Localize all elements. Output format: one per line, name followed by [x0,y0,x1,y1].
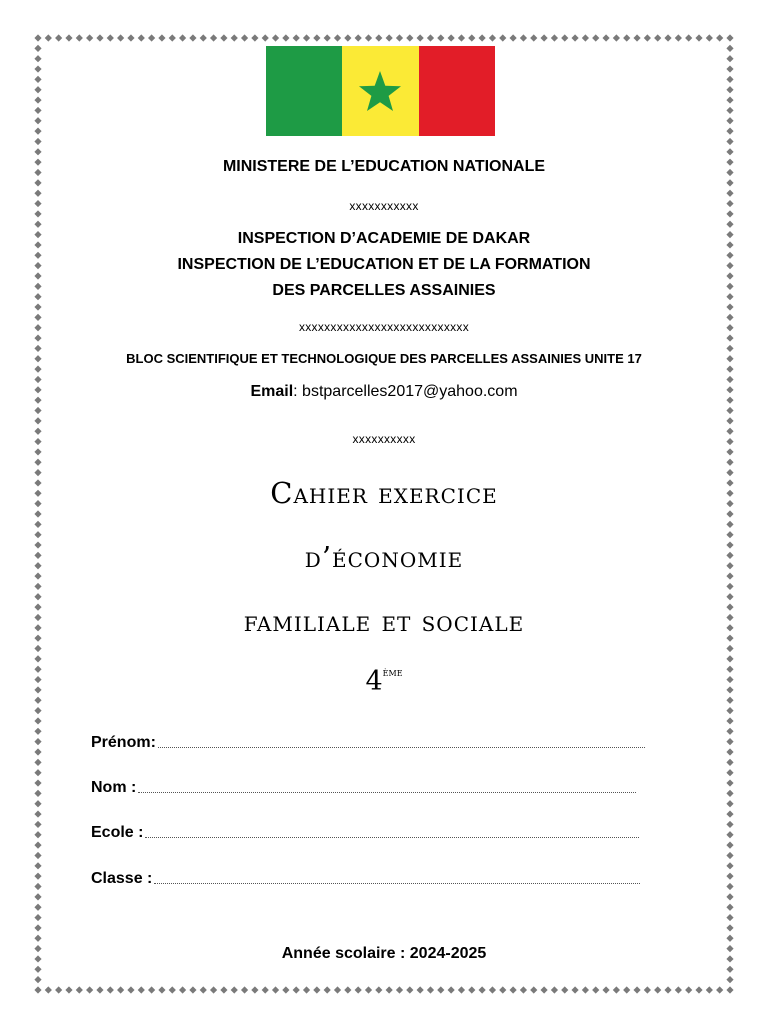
border-diamond [499,986,506,993]
border-diamond [34,334,41,341]
border-diamond [241,34,248,41]
prenom-field[interactable] [91,734,645,752]
border-diamond [55,986,62,993]
border-diamond [726,221,733,228]
border-diamond [726,407,733,414]
border-diamond [34,417,41,424]
border-diamond [448,34,455,41]
border-diamond [55,34,62,41]
border-diamond [530,34,537,41]
border-diamond [726,779,733,786]
ecole-label: Ecole : [91,824,144,841]
border-diamond [189,986,196,993]
border-diamond [34,779,41,786]
border-diamond [34,924,41,931]
email-line [0,383,768,401]
prenom-fill-line[interactable] [158,746,645,748]
border-diamond [499,34,506,41]
border-diamond [34,697,41,704]
border-diamond [324,986,331,993]
border-diamond [726,935,733,942]
border-diamond [726,883,733,890]
border-diamond [107,34,114,41]
border-diamond [726,179,733,186]
border-diamond [179,34,186,41]
border-diamond [231,34,238,41]
border-diamond [34,407,41,414]
border-diamond [34,873,41,880]
border-diamond [138,34,145,41]
border-diamond [726,976,733,983]
border-diamond [324,34,331,41]
border-diamond [675,34,682,41]
border-diamond [34,893,41,900]
separator-text: xxxxxxxxxxx [349,199,419,213]
border-diamond [303,34,310,41]
border-diamond [726,34,733,41]
border-diamond [179,986,186,993]
border-diamond [272,986,279,993]
border-diamond [582,986,589,993]
border-diamond [726,65,733,72]
border-diamond [293,34,300,41]
border-diamond [34,966,41,973]
prenom-label: Prénom: [91,734,156,751]
border-diamond [726,728,733,735]
email-value: : bstparcelles2017@yahoo.com [293,383,518,400]
border-diamond [726,748,733,755]
border-diamond [34,34,41,41]
border-diamond [127,986,134,993]
border-diamond [726,510,733,517]
border-diamond [34,904,41,911]
border-diamond [148,34,155,41]
border-diamond [623,34,630,41]
border-diamond [117,34,124,41]
inspection-academy: INSPECTION D’ACADEMIE DE DAKAR [237,230,531,247]
border-diamond [34,221,41,228]
border-diamond [540,34,547,41]
border-diamond [427,986,434,993]
border-diamond [479,986,486,993]
border-diamond [34,748,41,755]
border-diamond [158,986,165,993]
border-diamond [685,986,692,993]
flag-band-green [266,46,342,136]
border-diamond [664,34,671,41]
border-diamond [726,190,733,197]
border-diamond [34,448,41,455]
ecole-fill-line[interactable] [145,836,639,838]
border-diamond [34,107,41,114]
border-diamond [34,65,41,72]
border-diamond [127,34,134,41]
border-diamond [96,34,103,41]
border-diamond [726,128,733,135]
border-diamond [726,759,733,766]
border-diamond [675,986,682,993]
border-diamond [520,34,527,41]
border-diamond [726,697,733,704]
border-diamond [303,986,310,993]
border-diamond [386,986,393,993]
document-title-line-2: d’économie [304,540,464,574]
border-diamond [34,935,41,942]
border-diamond [664,986,671,993]
border-diamond [726,96,733,103]
border-diamond [210,986,217,993]
border-diamond [726,531,733,538]
border-diamond [34,728,41,735]
border-diamond [34,179,41,186]
border-diamond [34,852,41,859]
border-diamond [540,986,547,993]
inspection-line-2: DES PARCELLES ASSAINIES [272,282,496,299]
border-diamond [34,376,41,383]
border-diamond [169,986,176,993]
border-diamond [282,986,289,993]
border-diamond [34,521,41,528]
border-diamond [65,986,72,993]
separator-text: xxxxxxxxxxxxxxxxxxxxxxxxxxx [298,320,470,334]
border-diamond [200,986,207,993]
border-diamond [251,34,258,41]
border-diamond [34,117,41,124]
document-title-line-3: familiale et sociale [243,604,525,638]
border-diamond [34,459,41,466]
border-diamond [468,34,475,41]
border-diamond [231,986,238,993]
ministry-title: MINISTERE DE L’EDUCATION NATIONALE [222,158,546,175]
border-diamond [726,366,733,373]
border-diamond [189,34,196,41]
border-diamond [726,521,733,528]
border-diamond [210,34,217,41]
border-diamond [726,448,733,455]
border-diamond [34,45,41,52]
border-diamond [685,34,692,41]
border-diamond [448,986,455,993]
border-diamond [241,986,248,993]
star-icon [357,69,403,113]
school-year: Année scolaire : 2024-2025 [281,945,487,962]
border-diamond [406,34,413,41]
border-diamond [726,148,733,155]
nom-field[interactable] [91,779,636,797]
ecole-field[interactable] [91,824,639,842]
border-diamond [726,117,733,124]
grade-level [0,666,768,697]
border-diamond [571,34,578,41]
border-diamond [726,55,733,62]
border-diamond [34,790,41,797]
border-diamond [716,34,723,41]
border-diamond [34,810,41,817]
border-diamond [706,34,713,41]
border-diamond [726,769,733,776]
border-diamond [34,738,41,745]
border-diamond [34,366,41,373]
border-diamond [34,96,41,103]
border-diamond [148,986,155,993]
border-diamond [592,34,599,41]
flag-band-yellow [342,46,418,136]
border-diamond [489,34,496,41]
border-diamond [458,986,465,993]
border-diamond [633,986,640,993]
border-diamond [365,34,372,41]
border-diamond [726,986,733,993]
border-diamond [34,86,41,93]
border-diamond [417,986,424,993]
border-diamond [726,842,733,849]
border-diamond [726,303,733,310]
border-diamond [520,986,527,993]
border-diamond [437,986,444,993]
border-diamond [138,986,145,993]
border-diamond [34,842,41,849]
border-diamond [726,417,733,424]
border-diamond [644,34,651,41]
border-diamond [602,34,609,41]
border-diamond [65,34,72,41]
border-diamond [76,986,83,993]
border-diamond [561,34,568,41]
border-diamond [479,34,486,41]
border-diamond [34,190,41,197]
border-diamond [726,645,733,652]
border-diamond [262,986,269,993]
border-diamond [34,769,41,776]
border-diamond [654,986,661,993]
border-diamond [34,800,41,807]
border-diamond [45,34,52,41]
border-diamond [726,138,733,145]
border-diamond [427,34,434,41]
document-title-line-1: Cahier exercice [270,476,498,510]
inspection-line-1: INSPECTION DE L’EDUCATION ET DE LA FORMATION [177,256,591,273]
grade-number: 4 [365,666,383,697]
border-diamond [706,986,713,993]
border-diamond [726,924,733,931]
border-diamond [716,986,723,993]
nom-fill-line[interactable] [138,791,636,793]
border-diamond [551,986,558,993]
border-diamond [726,810,733,817]
border-diamond [34,655,41,662]
border-diamond [458,34,465,41]
border-diamond [602,986,609,993]
border-diamond [34,831,41,838]
border-diamond [396,986,403,993]
border-diamond [34,303,41,310]
border-diamond [76,34,83,41]
border-diamond [334,986,341,993]
border-diamond [726,593,733,600]
border-diamond [654,34,661,41]
senegal-flag [266,46,495,136]
border-diamond [355,34,362,41]
border-diamond [220,34,227,41]
border-diamond [623,986,630,993]
border-diamond [644,986,651,993]
classe-label: Classe : [91,870,153,887]
border-diamond [313,986,320,993]
border-diamond [334,34,341,41]
border-diamond [468,986,475,993]
border-diamond [726,914,733,921]
border-diamond [375,34,382,41]
border-diamond [726,107,733,114]
border-diamond [45,986,52,993]
border-diamond [726,583,733,590]
border-diamond [96,986,103,993]
border-diamond [158,34,165,41]
border-diamond [726,86,733,93]
nom-label: Nom : [91,779,137,796]
border-diamond [726,655,733,662]
border-diamond [344,986,351,993]
border-diamond [282,34,289,41]
border-diamond [293,986,300,993]
border-diamond [510,34,517,41]
border-diamond [726,45,733,52]
border-diamond [551,34,558,41]
border-diamond [726,852,733,859]
border-diamond [34,510,41,517]
border-diamond [726,738,733,745]
border-diamond [34,914,41,921]
border-diamond [726,821,733,828]
flag-band-red [419,46,495,136]
border-diamond [726,831,733,838]
border-diamond [34,76,41,83]
border-diamond [530,986,537,993]
border-diamond [726,376,733,383]
border-diamond [726,717,733,724]
border-diamond [355,986,362,993]
classe-fill-line[interactable] [154,882,640,884]
border-diamond [344,34,351,41]
border-diamond [86,986,93,993]
border-diamond [34,148,41,155]
border-diamond [571,986,578,993]
grade-suffix: ème [382,666,403,679]
border-diamond [251,986,258,993]
border-diamond [726,459,733,466]
border-diamond [169,34,176,41]
border-diamond [726,966,733,973]
border-diamond [437,34,444,41]
classe-field[interactable] [91,870,640,888]
border-diamond [200,34,207,41]
border-diamond [510,986,517,993]
border-diamond [34,593,41,600]
border-diamond [726,76,733,83]
border-diamond [726,893,733,900]
border-diamond [34,821,41,828]
border-diamond [726,904,733,911]
border-diamond [34,986,41,993]
bloc-name: BLOC SCIENTIFIQUE ET TECHNOLOGIQUE DES PARCELLES ASSAINIES UNITE 17 [126,351,642,366]
email-label: Email [250,383,294,400]
border-diamond [34,583,41,590]
separator-text: xxxxxxxxxx [352,432,416,446]
border-diamond [726,334,733,341]
border-diamond [34,645,41,652]
border-diamond [107,986,114,993]
border-diamond [726,862,733,869]
border-diamond [561,986,568,993]
border-diamond [726,790,733,797]
border-diamond [406,986,413,993]
border-diamond [365,986,372,993]
border-diamond [726,873,733,880]
border-diamond [726,707,733,714]
border-diamond [220,986,227,993]
border-diamond [34,55,41,62]
border-diamond [34,862,41,869]
border-diamond [592,986,599,993]
border-diamond [86,34,93,41]
border-diamond [375,986,382,993]
border-diamond [34,759,41,766]
border-diamond [695,986,702,993]
border-diamond [417,34,424,41]
border-diamond [34,883,41,890]
border-diamond [633,34,640,41]
border-diamond [34,976,41,983]
border-diamond [313,34,320,41]
border-diamond [386,34,393,41]
border-diamond [695,34,702,41]
border-diamond [117,986,124,993]
border-diamond [34,717,41,724]
border-diamond [489,986,496,993]
border-diamond [34,128,41,135]
border-diamond [34,138,41,145]
border-diamond [396,34,403,41]
border-diamond [582,34,589,41]
border-diamond [262,34,269,41]
border-diamond [613,986,620,993]
border-diamond [613,34,620,41]
border-diamond [34,531,41,538]
border-diamond [726,800,733,807]
border-diamond [272,34,279,41]
border-diamond [34,707,41,714]
